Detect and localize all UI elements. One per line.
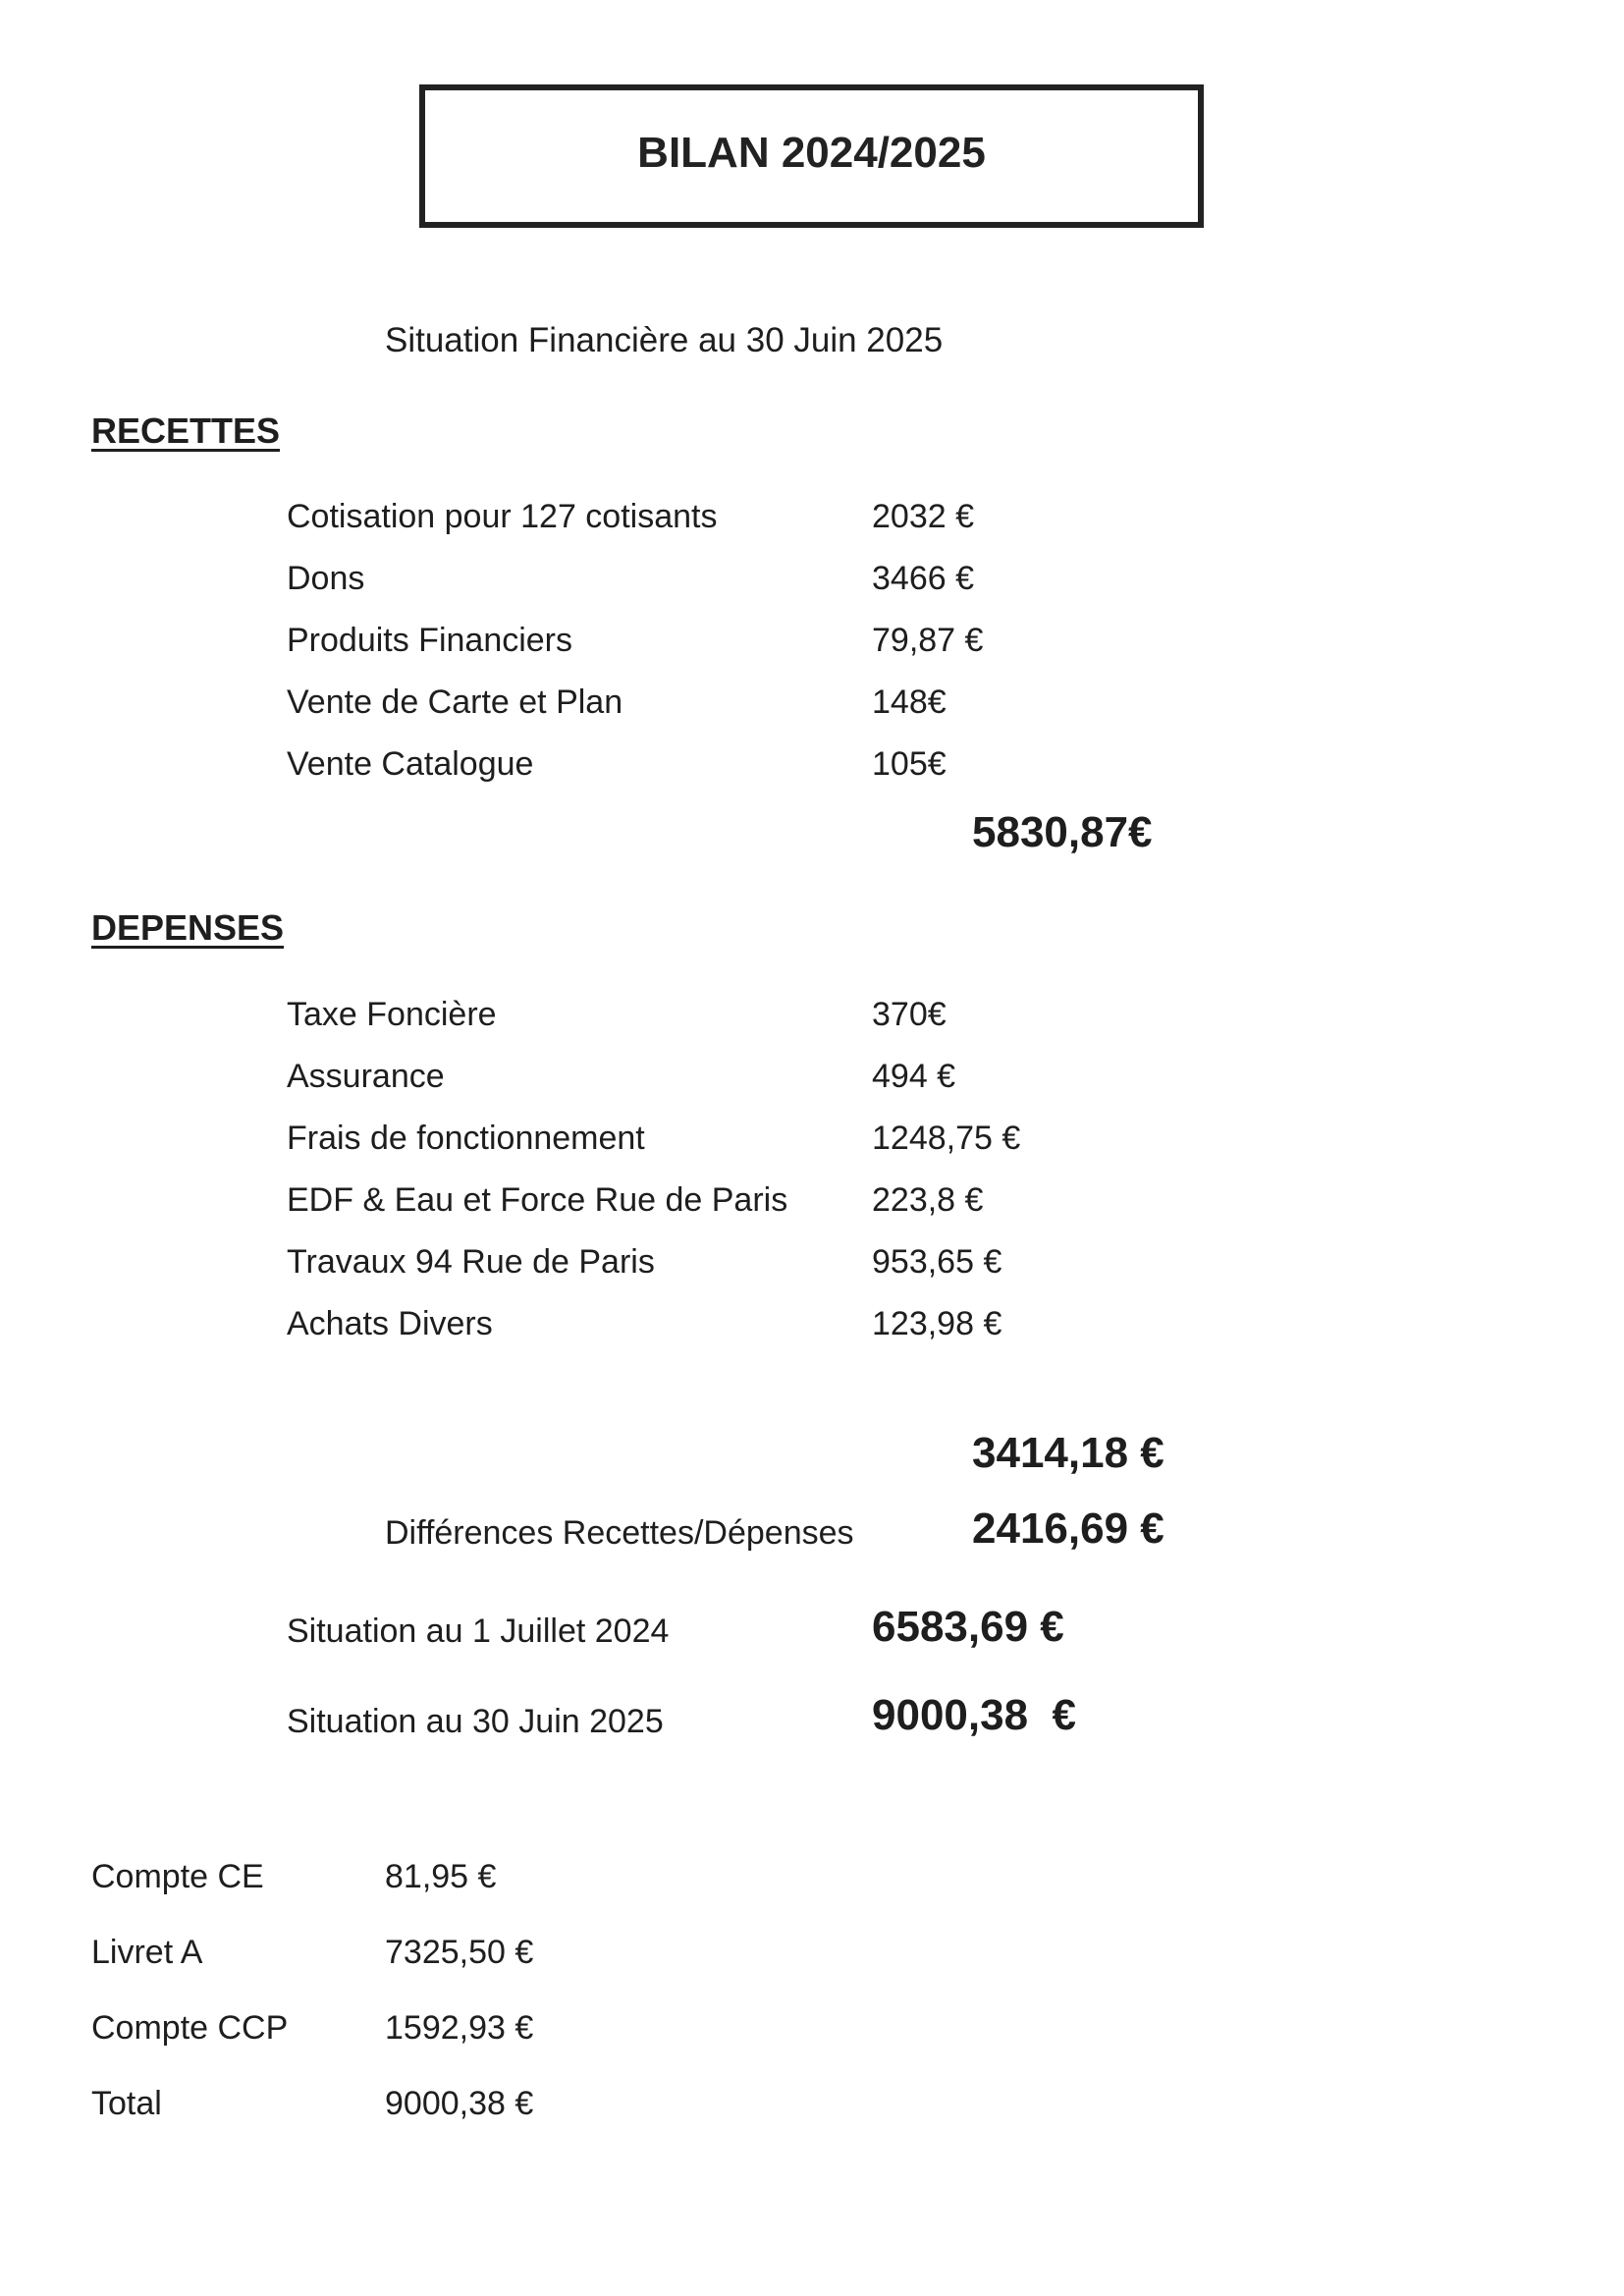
account-value-total: 9000,38 € <box>385 2085 534 2122</box>
situation-start-label: Situation au 1 Juillet 2024 <box>287 1613 670 1650</box>
account-label: Livret A <box>91 1934 203 1971</box>
depenses-item-label: Assurance <box>287 1058 445 1095</box>
recettes-heading: RECETTES <box>91 410 281 451</box>
recettes-item-label: Vente de Carte et Plan <box>287 683 623 721</box>
depenses-heading: DEPENSES <box>91 907 285 948</box>
depenses-item-label: Achats Divers <box>287 1305 493 1342</box>
recettes-item-value: 148€ <box>872 683 947 721</box>
depenses-item-label: EDF & Eau et Force Rue de Paris <box>287 1181 788 1219</box>
recettes-item-label: Cotisation pour 127 cotisants <box>287 498 718 535</box>
recettes-item-value: 105€ <box>872 745 947 783</box>
title-box <box>419 84 1204 228</box>
difference-value: 2416,69 € <box>972 1504 1164 1553</box>
recettes-item-value: 79,87 € <box>872 622 984 659</box>
account-label: Compte CE <box>91 1858 264 1895</box>
depenses-item-value: 953,65 € <box>872 1243 1002 1281</box>
account-label: Compte CCP <box>91 2009 289 2047</box>
account-value: 81,95 € <box>385 1858 497 1895</box>
depenses-item-value: 1248,75 € <box>872 1120 1021 1157</box>
depenses-total: 3414,18 € <box>972 1429 1164 1477</box>
situation-end-label: Situation au 30 Juin 2025 <box>287 1703 664 1740</box>
depenses-item-label: Frais de fonctionnement <box>287 1120 645 1157</box>
depenses-item-label: Travaux 94 Rue de Paris <box>287 1243 655 1281</box>
depenses-item-label: Taxe Foncière <box>287 996 497 1033</box>
recettes-item-label: Produits Financiers <box>287 622 573 659</box>
depenses-item-value: 370€ <box>872 996 947 1033</box>
account-value: 7325,50 € <box>385 1934 534 1971</box>
depenses-item-value: 223,8 € <box>872 1181 984 1219</box>
situation-end-value: 9000,38 € <box>872 1691 1076 1739</box>
recettes-item-value: 2032 € <box>872 498 974 535</box>
difference-label: Différences Recettes/Dépenses <box>385 1514 854 1552</box>
page-title: BILAN 2024/2025 <box>637 129 986 177</box>
recettes-item-label: Vente Catalogue <box>287 745 534 783</box>
depenses-item-value: 494 € <box>872 1058 956 1095</box>
recettes-item-label: Dons <box>287 560 365 597</box>
subtitle: Situation Financière au 30 Juin 2025 <box>385 321 944 359</box>
situation-start-value: 6583,69 € <box>872 1603 1064 1651</box>
recettes-item-value: 3466 € <box>872 560 974 597</box>
recettes-total: 5830,87€ <box>972 808 1153 856</box>
account-label-total: Total <box>91 2085 162 2122</box>
account-value: 1592,93 € <box>385 2009 534 2047</box>
depenses-item-value: 123,98 € <box>872 1305 1002 1342</box>
